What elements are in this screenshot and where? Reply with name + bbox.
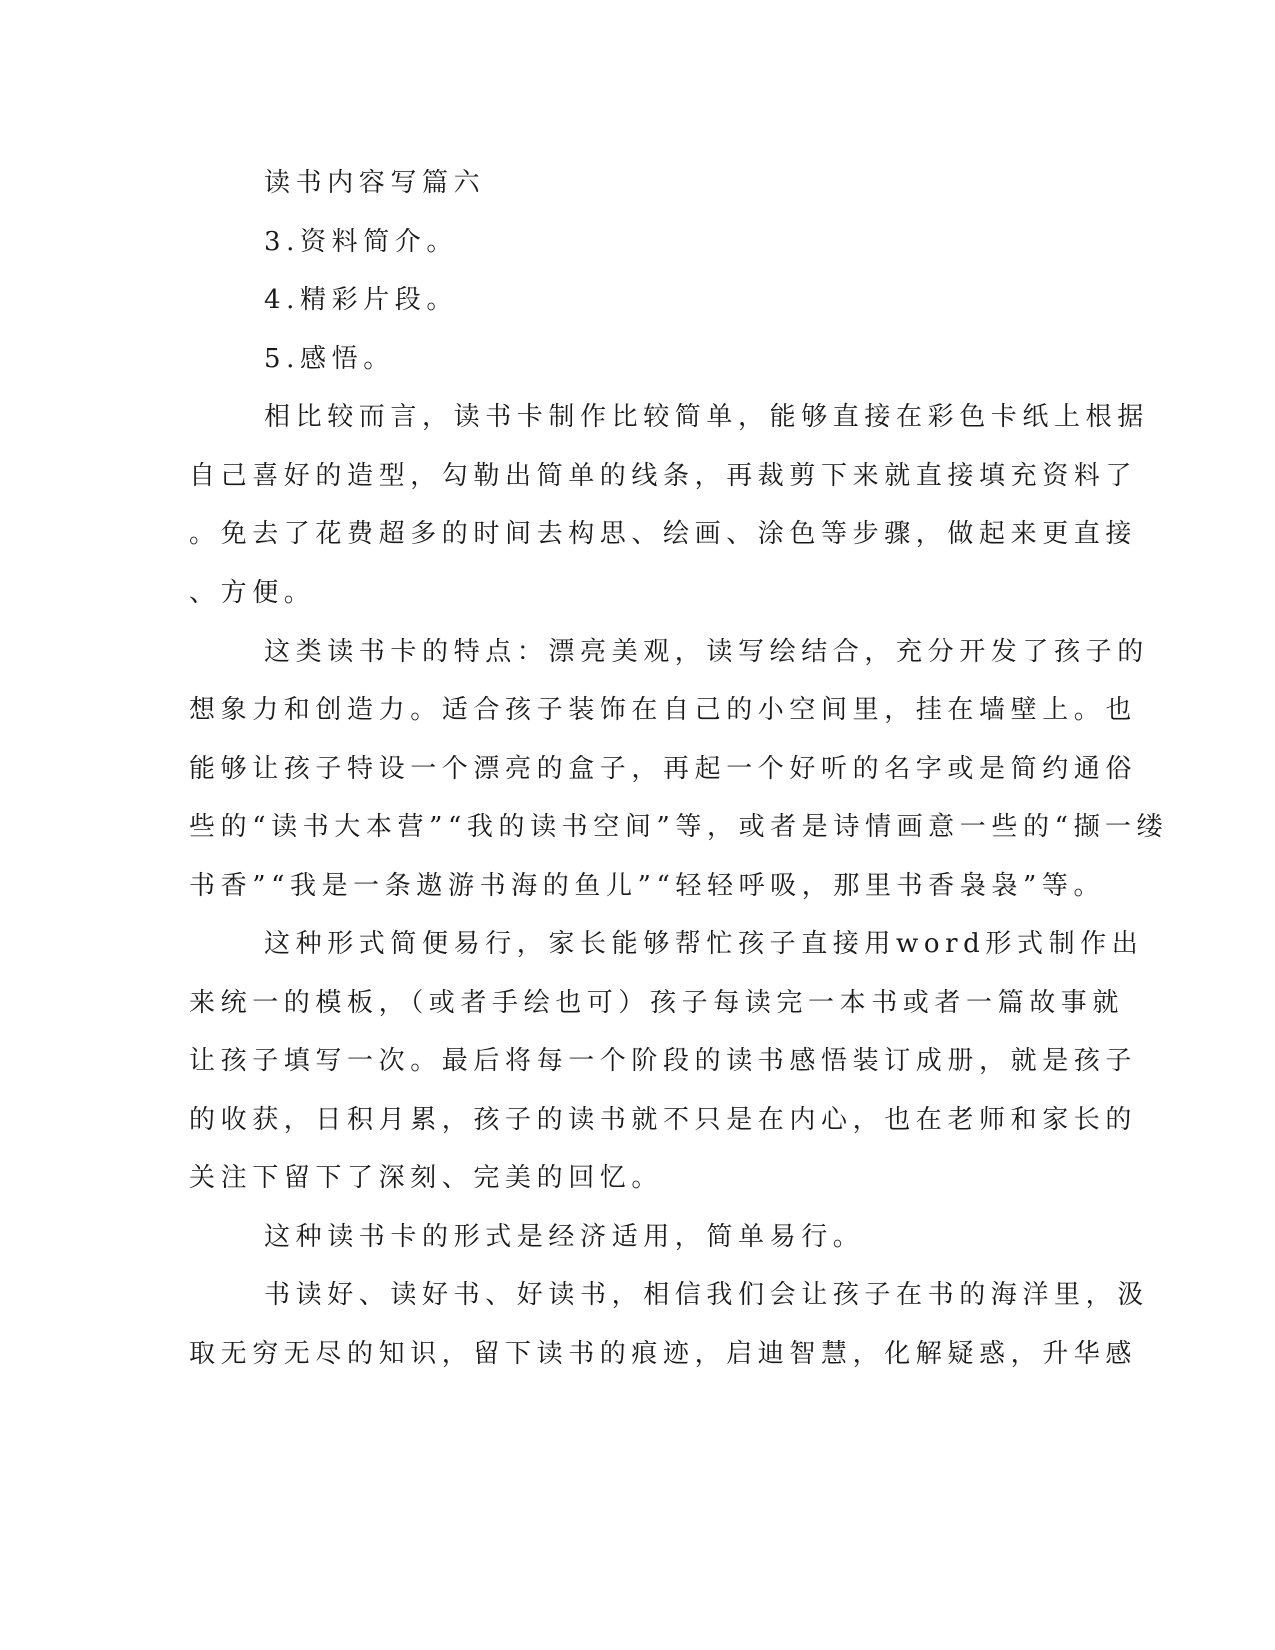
paragraph-line: 这类读书卡的特点：漂亮美观，读写绘结合，充分开发了孩子的 (264, 637, 1149, 667)
paragraph-line: 来统一的模板，（或者手绘也可）孩子每读完一本书或者一篇故事就 (189, 988, 1125, 1018)
paragraph-line: 这种读书卡的形式是经济适用，简单易行。 (264, 1222, 865, 1252)
paragraph-line: 这种形式简便易行，家长能够帮忙孩子直接用word形式制作出 (264, 929, 1144, 959)
list-item: 3.资料简介。 (264, 227, 459, 257)
document-heading: 读书内容写篇六 (264, 168, 486, 198)
paragraph-line: 想象力和创造力。适合孩子装饰在自己的小空间里，挂在墙壁上。也 (189, 695, 1138, 725)
paragraph-line: 让孩子填写一次。最后将每一个阶段的读书感悟装订成册，就是孩子 (189, 1046, 1138, 1076)
paragraph-line: 书读好、读好书、好读书，相信我们会让孩子在书的海洋里，汲 (264, 1280, 1149, 1310)
paragraph-line: 些的“读书大本营”“我的读书空间”等，或者是诗情画意一些的“撷一缕 (189, 812, 1169, 842)
paragraph-line: 的收获，日积月累，孩子的读书就不只是在内心，也在老师和家长的 (189, 1105, 1138, 1135)
paragraph-line: 、方便。 (189, 578, 316, 608)
paragraph-line: 取无穷无尽的知识，留下读书的痕迹，启迪智慧，化解疑惑，升华感 (189, 1339, 1138, 1369)
paragraph-line: 相比较而言，读书卡制作比较简单，能够直接在彩色卡纸上根据 (264, 402, 1149, 432)
paragraph-line: 自己喜好的造型，勾勒出简单的线条，再裁剪下来就直接填充资料了 (189, 461, 1138, 491)
paragraph-line: 书香”“我是一条遨游书海的鱼儿”“轻轻呼吸，那里书香袅袅”等。 (189, 871, 1106, 901)
paragraph-line: 。免去了花费超多的时间去构思、绘画、涂色等步骤，做起来更直接 (189, 519, 1138, 549)
list-item: 5.感悟。 (264, 344, 395, 374)
paragraph-line: 能够让孩子特设一个漂亮的盒子，再起一个好听的名字或是简约通俗 (189, 754, 1138, 784)
list-item: 4.精彩片段。 (264, 285, 459, 315)
paragraph-line: 关注下留下了深刻、完美的回忆。 (189, 1163, 664, 1193)
